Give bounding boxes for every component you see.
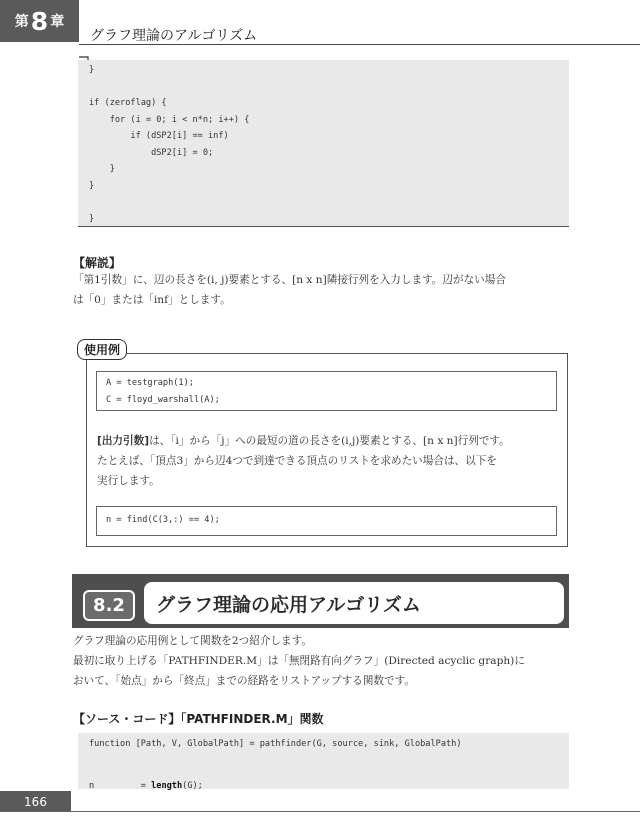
code-line: A = testgraph(1); — [106, 378, 194, 388]
code-line-prefix: n = — [89, 781, 152, 791]
code-line: } — [89, 180, 95, 191]
chapter-suffix: 章 — [50, 14, 65, 30]
kaisetsu-paragraph — [73, 270, 573, 310]
running-header-title: グラフ理論のアルゴリズム — [90, 28, 258, 44]
source-code-block — [78, 733, 569, 789]
usage-find-code — [96, 506, 557, 536]
code-line-suffix: (G); — [182, 781, 203, 791]
chapter-tab — [0, 0, 79, 42]
section-number: 8.2 — [83, 590, 135, 621]
footer-rule — [0, 811, 640, 812]
page-number: 166 — [0, 791, 71, 812]
code-line: C = floyd_warshall(A); — [106, 395, 220, 405]
code-line: } — [89, 164, 115, 174]
code-line: if (dSP2[i] == inf) — [89, 131, 229, 141]
section-title: グラフ理論の応用アルゴリズム — [144, 582, 564, 624]
kaisetsu-line-2: は「0」または「inf」とします。 — [73, 294, 231, 306]
intro-line-2: 最初に取り上げる「PATHFINDER.M」は「無閉路有向グラフ」(Directed acyclic graph)に — [73, 655, 525, 667]
usage-paragraph — [97, 431, 559, 491]
code-line: } — [89, 65, 95, 75]
code-line: if (zeroflag) { — [89, 98, 167, 108]
code-line: n = find(C(3,:) == 4); — [106, 515, 220, 525]
intro-line-3: おいて、「始点」から「終点」までの経路をリストアップする関数です。 — [73, 675, 415, 687]
output-arg-label: [出力引数] — [97, 435, 150, 447]
code-line: function [Path, V, GlobalPath] = pathfinder(G, source, sink, GlobalPath) — [89, 739, 462, 749]
intro-paragraph — [73, 631, 573, 691]
header-rule — [79, 44, 640, 45]
usage-line-3: 実行します。 — [97, 475, 160, 487]
intro-line-1: グラフ理論の応用例として関数を2つ紹介します。 — [73, 635, 312, 647]
usage-line-1: は、「i」から「j」への最短の道の長さを(i,j)要素とする、[n x n]行列です。 — [149, 435, 510, 447]
usage-example-label: 使用例 — [77, 339, 127, 360]
code-line: } — [89, 213, 95, 224]
kaisetsu-heading: 【解説】 — [73, 256, 122, 270]
chapter-prefix: 第 — [14, 14, 29, 30]
code-block-continued — [78, 60, 569, 227]
usage-line-2: たとえば、「頂点3」から辺4つで到達できる頂点のリストを求めたい場合は、以下を — [97, 455, 497, 467]
code-keyword: length — [151, 781, 183, 791]
chapter-number: 8 — [30, 6, 49, 36]
kaisetsu-line-1: 「第1引数」に、辺の長さを(i, j)要素とする、[n x n]隣接行列を入力します。辺がない場合 — [73, 274, 506, 286]
code-line: dSP2[i] = 0; — [89, 147, 214, 158]
source-code-heading: 【ソース・コード】「PATHFINDER.M」関数 — [73, 712, 324, 726]
code-line: for (i = 0; i < n*n; i++) { — [89, 114, 250, 125]
usage-code-block — [96, 371, 557, 411]
